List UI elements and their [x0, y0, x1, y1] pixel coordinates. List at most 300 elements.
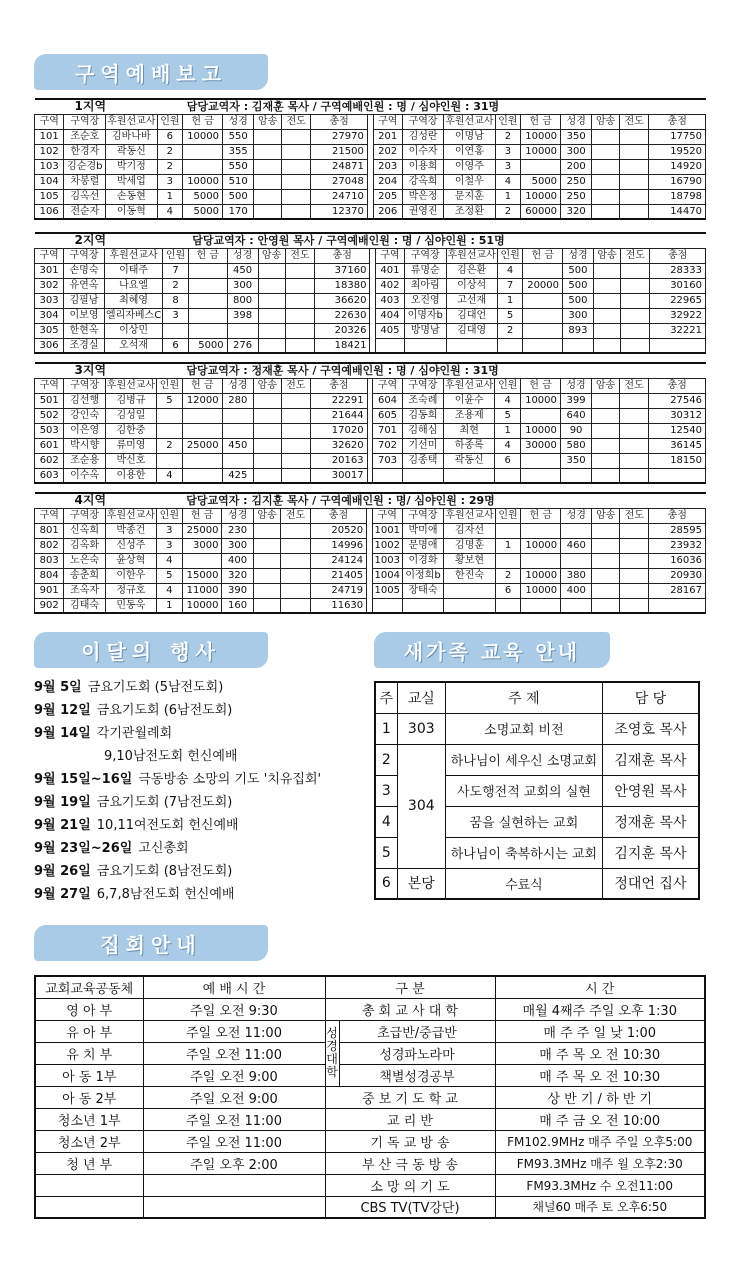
cell: 김종택	[402, 453, 443, 468]
program-time: 상 반 기 / 하 반 기	[495, 1086, 705, 1108]
cell: 500	[223, 189, 254, 204]
region-header	[35, 233, 706, 248]
cell	[592, 159, 620, 174]
cell	[523, 338, 563, 353]
column-header: 헌 금	[521, 378, 561, 393]
event-text: 금요기도회 (7남전도회)	[96, 795, 233, 810]
region-info: 담당교역자 : 정재훈 목사 / 구역예배인원 : 명 / 심야인원 : 31명	[182, 363, 705, 378]
column-header: 구역	[35, 378, 64, 393]
education-week: 4	[375, 806, 397, 837]
cell: 300	[227, 278, 258, 293]
cell: 10000	[182, 598, 222, 613]
column-header: 성경	[223, 114, 254, 129]
cell	[258, 308, 285, 323]
column-header: 인원	[163, 248, 189, 263]
cell: 장태숙	[402, 583, 444, 598]
table-row	[35, 598, 706, 613]
cell: 류명순	[404, 263, 446, 278]
cell	[621, 308, 650, 323]
cell: 문지훈	[444, 189, 495, 204]
column-header: 헌 금	[182, 378, 222, 393]
cell: 25000	[182, 438, 222, 453]
cell: 15000	[182, 568, 222, 583]
cell: 5000	[183, 204, 223, 219]
event-item	[34, 837, 354, 860]
cell: 김은환	[446, 263, 497, 278]
cell	[285, 278, 314, 293]
cell	[258, 293, 285, 308]
cell: 893	[563, 323, 594, 338]
education-room: 304	[397, 744, 445, 868]
cell: 김동희	[402, 408, 443, 423]
cell: 곽동신	[106, 144, 157, 159]
cell: 황보현	[444, 553, 495, 568]
cell: 30000	[521, 438, 561, 453]
cell: 1	[495, 189, 521, 204]
column-header: 전도	[619, 114, 648, 129]
cell: 500	[563, 293, 594, 308]
worship-time: 주일 오전 11:00	[143, 1020, 325, 1042]
column-header: 후원선교사	[445, 116, 494, 127]
cell: 이정희b	[402, 568, 444, 583]
cell: 김옥선	[64, 189, 106, 204]
cell	[592, 523, 620, 538]
region-table	[34, 232, 706, 354]
cell: 민동욱	[105, 598, 156, 613]
column-header-row	[35, 248, 706, 263]
community-name: 청소년 2부	[35, 1130, 143, 1152]
column-header: 구역장	[64, 378, 105, 393]
cell: 1003	[372, 553, 402, 568]
table-row	[35, 468, 706, 483]
cell: 이철우	[444, 174, 495, 189]
cell: 박세업	[106, 174, 157, 189]
cell: 5	[157, 393, 183, 408]
cell	[592, 468, 620, 483]
cell: 2	[495, 568, 521, 583]
cell: 최현	[444, 423, 495, 438]
cell: 4	[157, 468, 183, 483]
cell	[521, 523, 561, 538]
cell	[619, 468, 648, 483]
event-text: 10,11여전도회 헌신예배	[96, 818, 239, 833]
cell	[281, 568, 310, 583]
table-row	[35, 438, 706, 453]
cell: 김자선	[444, 523, 495, 538]
column-header: 총점	[649, 378, 706, 393]
cell	[254, 129, 282, 144]
cell	[253, 523, 281, 538]
cell: 10000	[521, 189, 561, 204]
column-header: 후원선교사	[447, 250, 496, 261]
education-room: 본당	[397, 868, 445, 899]
events-list	[34, 676, 354, 906]
cell: 450	[227, 263, 258, 278]
cell	[521, 453, 561, 468]
column-header: 성경	[222, 508, 253, 523]
cell	[563, 338, 594, 353]
cell: 이태주	[104, 263, 162, 278]
cell	[281, 204, 310, 219]
cell: 조순호	[64, 129, 106, 144]
cell: 28333	[650, 263, 706, 278]
cell: 4	[495, 438, 521, 453]
cell	[157, 408, 183, 423]
column-header: 암송	[253, 508, 281, 523]
cell: 306	[35, 338, 64, 353]
cell	[253, 438, 281, 453]
meetings-table	[34, 975, 706, 1219]
education-topic: 하나님이 세우신 소명교회	[445, 744, 602, 775]
cell: 이동혁	[106, 204, 157, 219]
cell	[620, 553, 649, 568]
meetings-row	[35, 1020, 705, 1042]
cell: 이명자b	[404, 308, 446, 323]
column-header: 성경	[227, 248, 258, 263]
cell: 최혜영	[104, 293, 162, 308]
education-topic: 꿈을 실현하는 교회	[445, 806, 602, 837]
table-row	[35, 189, 706, 204]
cell: 김순경b	[64, 159, 106, 174]
column-header: 전도	[285, 248, 314, 263]
cell: 400	[222, 553, 253, 568]
education-row	[375, 744, 699, 775]
cell: 60000	[521, 204, 561, 219]
cell: 10000	[521, 583, 561, 598]
worship-time: 주일 오전 9:00	[143, 1086, 325, 1108]
cell: 300	[561, 144, 592, 159]
cell: 6	[163, 338, 189, 353]
education-leader: 정대언 집사	[602, 868, 699, 899]
table-row	[35, 278, 706, 293]
cell	[521, 408, 561, 423]
cell: 박신호	[105, 453, 156, 468]
cell: 206	[373, 204, 402, 219]
column-header: 성경	[561, 114, 592, 129]
column-header: 구역장	[402, 114, 443, 129]
community-name	[35, 1196, 143, 1218]
cell: 604	[373, 393, 402, 408]
worship-time: 주일 오전 11:00	[143, 1042, 325, 1064]
cell: 4	[497, 263, 523, 278]
table-row	[35, 453, 706, 468]
program-name: 소 망 의 기 도	[325, 1174, 495, 1196]
cell: 902	[35, 598, 64, 613]
cell: 1001	[372, 523, 402, 538]
cell	[182, 453, 222, 468]
cell: 17020	[311, 423, 368, 438]
cell: 703	[373, 453, 402, 468]
cell	[620, 598, 649, 613]
cell: 김한중	[105, 423, 156, 438]
meetings-header-row	[35, 976, 705, 998]
region-info: 담당교역자 : 김재훈 목사 / 구역예배인원 : 명 / 심야인원 : 31명	[183, 99, 706, 114]
cell	[253, 568, 281, 583]
cell: 250	[561, 174, 592, 189]
column-header: 구역	[375, 248, 404, 263]
cell: 803	[35, 553, 64, 568]
cell: 500	[563, 278, 594, 293]
education-topic: 하나님이 축복하시는 교회	[445, 837, 602, 868]
cell: 12000	[182, 393, 222, 408]
program-time: FM93.3MHz 수 오전11:00	[495, 1174, 705, 1196]
cell: 90	[560, 423, 591, 438]
cell: 12540	[649, 423, 706, 438]
cell	[649, 598, 706, 613]
column-header: 구역장	[402, 508, 444, 523]
cell: 김성란	[402, 129, 443, 144]
cell: 18150	[649, 453, 706, 468]
cell	[523, 308, 563, 323]
region-header	[35, 99, 706, 114]
region-name: 1지역	[35, 99, 183, 114]
cell: 정규호	[105, 583, 156, 598]
community-name	[35, 1174, 143, 1196]
cell: 기선미	[402, 438, 443, 453]
education-week: 6	[375, 868, 397, 899]
cell: 김대언	[446, 308, 497, 323]
cell	[619, 129, 648, 144]
cell: 7	[497, 278, 523, 293]
cell	[521, 553, 561, 568]
education-leader: 정재훈 목사	[602, 806, 699, 837]
cell: 4	[157, 204, 183, 219]
cell: 엘리자베스C	[105, 310, 162, 321]
cell: 21644	[311, 408, 368, 423]
cell: 김바나바	[106, 129, 157, 144]
cell	[258, 323, 285, 338]
cell: 이영주	[444, 159, 495, 174]
cell: 305	[35, 323, 64, 338]
education-header-row	[375, 682, 699, 713]
column-header: 총점	[649, 114, 706, 129]
cell	[497, 338, 523, 353]
cell	[592, 453, 620, 468]
column-header: 총점	[650, 248, 706, 263]
cell	[592, 568, 620, 583]
cell: 399	[560, 393, 591, 408]
table-row	[35, 553, 706, 568]
cell	[561, 553, 592, 568]
cell: 5000	[183, 189, 223, 204]
cell	[650, 338, 706, 353]
column-header: 전도	[281, 508, 310, 523]
table-row	[35, 204, 706, 219]
cell: 22630	[314, 308, 370, 323]
cell	[253, 583, 281, 598]
cell	[619, 408, 648, 423]
cell: 320	[222, 568, 253, 583]
cell	[621, 293, 650, 308]
cell: 300	[222, 538, 253, 553]
cell: 10000	[183, 129, 223, 144]
cell: 이한우	[105, 568, 156, 583]
meetings-row	[35, 1196, 705, 1218]
cell: 1	[157, 189, 183, 204]
cell	[619, 204, 648, 219]
column-header: 헌 금	[183, 114, 223, 129]
cell: 20326	[314, 323, 370, 338]
cell: 24871	[311, 159, 368, 174]
worship-time: 주일 오전 9:30	[143, 998, 325, 1020]
education-header: 주 제	[445, 682, 602, 713]
cell	[183, 144, 223, 159]
cell: 이수자	[402, 144, 443, 159]
column-header: 구역	[372, 508, 402, 523]
cell: 380	[561, 568, 592, 583]
cell: 18798	[649, 189, 706, 204]
program-time: 매 주 목 오 전 10:30	[495, 1042, 705, 1064]
cell: 1	[497, 293, 523, 308]
cell: 2	[495, 204, 521, 219]
cell	[592, 408, 620, 423]
cell	[619, 393, 648, 408]
cell: 7	[163, 263, 189, 278]
program-time: FM102.9MHz 매주 주일 오후5:00	[495, 1130, 705, 1152]
cell	[254, 174, 282, 189]
cell: 3	[156, 538, 182, 553]
community-name: 유 치 부	[35, 1042, 143, 1064]
cell	[188, 293, 227, 308]
cell: 460	[561, 538, 592, 553]
cell: 21405	[310, 568, 366, 583]
new-family-banner: 새가족 교육 안내	[374, 632, 610, 668]
education-leader: 김재훈 목사	[602, 744, 699, 775]
event-date: 9월 21일	[34, 818, 91, 833]
cell: 11630	[310, 598, 366, 613]
column-header: 후원선교사	[107, 116, 156, 127]
cell: 350	[561, 129, 592, 144]
community-name: 청소년 1부	[35, 1108, 143, 1130]
cell: 230	[222, 523, 253, 538]
column-header: 전도	[621, 248, 650, 263]
cell	[593, 263, 620, 278]
column-header: 후원선교사	[445, 380, 494, 391]
cell	[593, 293, 620, 308]
cell	[620, 568, 649, 583]
cell	[281, 453, 310, 468]
cell: 김대영	[446, 323, 497, 338]
cell	[592, 129, 620, 144]
table-row	[35, 408, 706, 423]
cell: 20930	[649, 568, 706, 583]
cell: 김병규	[105, 393, 156, 408]
cell: 1002	[372, 538, 402, 553]
column-header: 후원선교사	[104, 248, 162, 263]
cell	[188, 278, 227, 293]
column-header: 인원	[495, 508, 521, 523]
cell: 조숙례	[402, 393, 443, 408]
community-name: 청 년 부	[35, 1152, 143, 1174]
column-header: 인원	[495, 378, 521, 393]
cell	[593, 323, 620, 338]
cell: 27546	[649, 393, 706, 408]
cell: 3000	[182, 538, 222, 553]
education-header: 담 당	[602, 682, 699, 713]
cell: 신성주	[105, 538, 156, 553]
cell: 10000	[521, 393, 561, 408]
cell: 손명숙	[64, 263, 105, 278]
cell: 박기정	[106, 159, 157, 174]
cell	[372, 598, 402, 613]
cell: 유연옥	[64, 278, 105, 293]
event-item	[34, 883, 354, 906]
program-name: CBS TV(TV강단)	[325, 1196, 495, 1218]
event-item	[34, 860, 354, 883]
cell: 21500	[311, 144, 368, 159]
cell	[227, 323, 258, 338]
worship-time: 주일 오전 9:00	[143, 1064, 325, 1086]
cell: 801	[35, 523, 64, 538]
cell	[183, 159, 223, 174]
cell	[621, 278, 650, 293]
region-name: 4지역	[35, 493, 183, 508]
table-row	[35, 129, 706, 144]
cell	[619, 174, 648, 189]
cell: 한진숙	[444, 568, 495, 583]
event-item	[34, 699, 354, 722]
community-name: 아 동 2부	[35, 1086, 143, 1108]
cell: 김옥화	[64, 538, 105, 553]
cell: 800	[227, 293, 258, 308]
table-row	[35, 263, 706, 278]
cell: 한현옥	[64, 323, 105, 338]
education-table	[374, 681, 700, 900]
table-row	[35, 423, 706, 438]
cell	[495, 468, 521, 483]
event-text: 9,10남전도회 헌신예배	[104, 749, 238, 764]
cell: 11000	[182, 583, 222, 598]
event-date: 9월 12일	[34, 703, 91, 718]
cell	[592, 553, 620, 568]
column-header: 총점	[649, 508, 706, 523]
column-header: 암송	[253, 378, 281, 393]
column-header: 전도	[619, 378, 648, 393]
meetings-header: 구 분	[325, 976, 495, 998]
column-header: 암송	[592, 508, 620, 523]
cell: 류미영	[105, 438, 156, 453]
cell: 501	[35, 393, 64, 408]
cell: 8	[163, 293, 189, 308]
cell	[523, 293, 563, 308]
meetings-row	[35, 1108, 705, 1130]
program-time: 매월 4째주 주일 오후 1:30	[495, 998, 705, 1020]
cell: 24719	[310, 583, 366, 598]
column-header-row	[35, 114, 706, 129]
cell: 2	[157, 438, 183, 453]
cell: 160	[222, 598, 253, 613]
column-header: 암송	[592, 114, 620, 129]
table-row	[35, 583, 706, 598]
cell: 28595	[649, 523, 706, 538]
column-header: 구역장	[404, 248, 446, 263]
cell: 손동현	[106, 189, 157, 204]
cell	[404, 338, 446, 353]
column-header: 성경	[560, 378, 591, 393]
cell: 28167	[649, 583, 706, 598]
cell: 강인숙	[64, 408, 105, 423]
cell: 16036	[649, 553, 706, 568]
cell: 14470	[649, 204, 706, 219]
table-row	[35, 538, 706, 553]
cell	[285, 293, 314, 308]
cell: 전순자	[64, 204, 106, 219]
column-header: 전도	[620, 508, 649, 523]
cell	[281, 523, 310, 538]
cell	[619, 438, 648, 453]
cell: 2	[163, 278, 189, 293]
cell	[592, 598, 620, 613]
